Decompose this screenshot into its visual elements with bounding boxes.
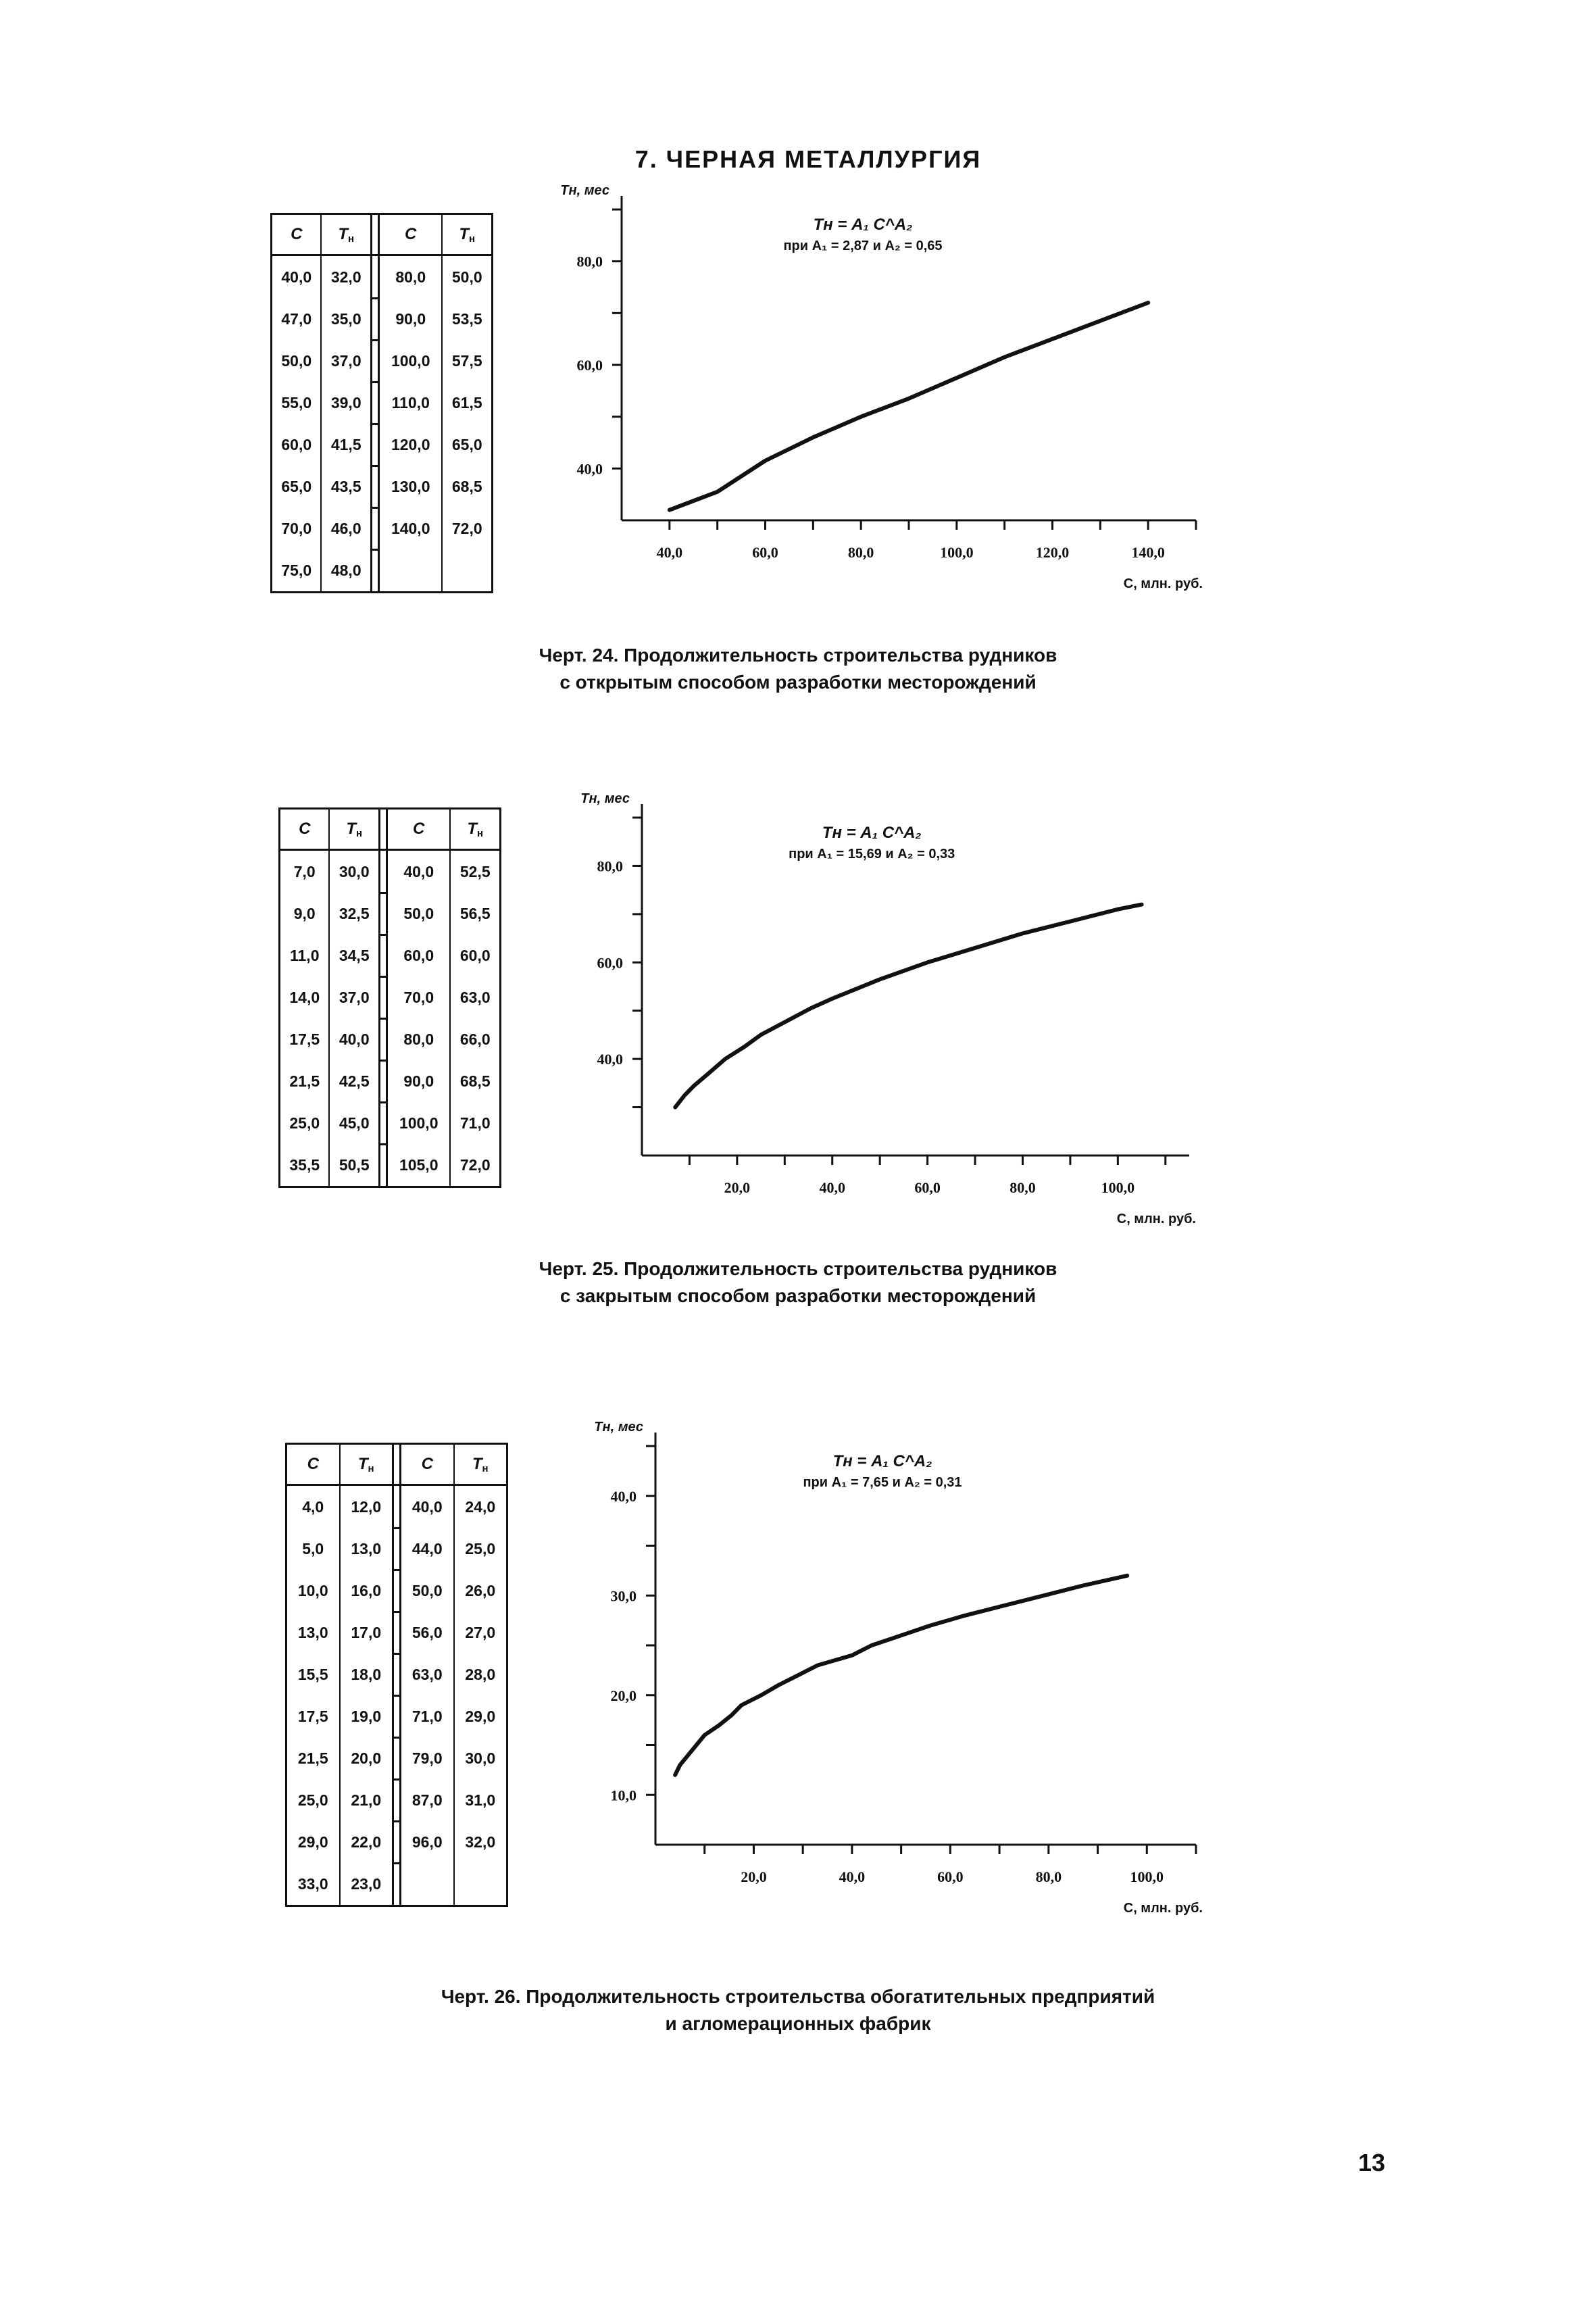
formula-params: при A₁ = 15,69 и A₂ = 0,33 [789,847,955,862]
x-tick-label: 80,0 [847,544,874,561]
header-label: T [346,819,357,838]
y-tick-label: 40,0 [576,460,603,478]
table-cell [378,549,442,593]
column-gap [379,1018,386,1060]
column-header [280,809,330,850]
table-cell: 21,0 [340,1779,393,1821]
y-tick-label: 60,0 [597,954,623,972]
table-cell: 70,0 [272,507,322,549]
header-label: C [291,225,303,243]
header-label: T [472,1454,482,1473]
table-cell: 50,0 [442,255,492,299]
table-header [280,809,501,850]
column-header [454,1444,507,1485]
table-row [272,507,493,549]
table-cell: 90,0 [386,1060,450,1102]
header-subscript: н [356,827,363,839]
column-gap [371,255,378,299]
column-header [272,214,322,255]
table-cell: 42,5 [329,1060,379,1102]
table-cell: 43,5 [321,466,371,507]
header-subscript: н [482,1462,489,1474]
header-label: T [357,1454,368,1473]
table-row [272,340,493,382]
column-gap [371,214,378,255]
x-tick-label: 60,0 [914,1179,941,1196]
column-gap [393,1528,401,1570]
table-cell: 100,0 [386,1102,450,1144]
table-body [272,255,493,593]
table-cell: 22,0 [340,1821,393,1863]
table-cell: 71,0 [450,1102,500,1144]
table-header [286,1444,507,1485]
y-axis-label: Tн, мес [560,183,609,198]
table-row [272,549,493,593]
table-row [286,1863,507,1906]
column-gap [371,298,378,340]
x-axis-label: C, млн. руб. [1116,1212,1196,1226]
header-label: C [421,1455,433,1473]
table-cell: 29,0 [286,1821,340,1863]
header-row [280,809,501,850]
table-row [286,1737,507,1779]
table-cell: 28,0 [454,1653,507,1695]
table-cell: 17,0 [340,1612,393,1653]
table-cell: 52,5 [450,850,500,893]
table-cell: 21,5 [280,1060,330,1102]
column-gap [379,935,386,976]
table-cell: 40,0 [386,850,450,893]
table-cell: 37,0 [321,340,371,382]
header-subscript: н [348,232,355,245]
column-gap [379,1060,386,1102]
column-gap [393,1653,401,1695]
column-gap [379,976,386,1018]
table-cell: 11,0 [280,935,330,976]
table-cell: 29,0 [454,1695,507,1737]
column-gap [379,1102,386,1144]
formula-params: при A₁ = 7,65 и A₂ = 0,31 [803,1475,962,1490]
x-tick-label: 40,0 [819,1179,845,1196]
table-cell: 50,0 [401,1570,454,1612]
table-cell: 90,0 [378,298,442,340]
table-row [272,255,493,299]
caption-line-1: Черт. 24. Продолжительность строительства рудников [539,645,1057,666]
table-row [280,976,501,1018]
table-row [286,1612,507,1653]
table-row [286,1485,507,1528]
table-cell: 21,5 [286,1737,340,1779]
table-cell [401,1863,454,1906]
header-label: C [299,820,311,838]
table-row [280,1144,501,1187]
header-label: C [405,225,417,243]
table-cell: 25,0 [454,1528,507,1570]
table-cell: 33,0 [286,1863,340,1906]
table-row [286,1653,507,1695]
header-label: C [413,820,425,838]
column-gap [371,424,378,466]
table-cell: 32,0 [321,255,371,299]
table-cell: 80,0 [386,1018,450,1060]
formula-params: при A₁ = 2,87 и A₂ = 0,65 [783,239,943,253]
table-cell: 34,5 [329,935,379,976]
caption-line-1: Черт. 25. Продолжительность строительства рудников [539,1258,1057,1279]
x-tick-label: 100,0 [1130,1868,1164,1885]
table-row [286,1570,507,1612]
table-cell: 140,0 [378,507,442,549]
caption-line-1: Черт. 26. Продолжительность строительства обогатительных предприятий [441,1986,1155,2007]
column-gap [371,382,378,424]
y-tick-label: 80,0 [576,253,603,270]
table-row [280,1060,501,1102]
table-cell: 30,0 [329,850,379,893]
table-cell: 23,0 [340,1863,393,1906]
table-cell: 70,0 [386,976,450,1018]
y-tick-label: 20,0 [610,1687,637,1704]
table-cell: 60,0 [272,424,322,466]
caption-line-2: и агломерационных фабрик [665,2013,931,2034]
column-gap [393,1821,401,1863]
table-cell: 57,5 [442,340,492,382]
table-cell: 72,0 [442,507,492,549]
table-cell: 71,0 [401,1695,454,1737]
table-cell: 100,0 [378,340,442,382]
table-cell: 50,5 [329,1144,379,1187]
formula: Tн = A₁ C^A₂ [813,216,913,234]
x-tick-label: 140,0 [1131,544,1165,561]
data-table-fig26 [285,1443,508,1907]
header-row [286,1444,507,1485]
x-axis-label: C, млн. руб. [1123,576,1203,591]
column-header [450,809,500,850]
caption-fig26 [0,1983,1596,2037]
table-cell: 80,0 [378,255,442,299]
table-cell: 46,0 [321,507,371,549]
x-tick-label: 100,0 [940,544,974,561]
table-cell: 50,0 [386,893,450,935]
column-header [442,214,492,255]
chart-fig24 [514,183,1230,608]
table-cell: 32,5 [329,893,379,935]
data-table-fig24 [270,213,493,593]
table-cell: 130,0 [378,466,442,507]
table-cell: 37,0 [329,976,379,1018]
table-row [280,850,501,893]
table-cell: 55,0 [272,382,322,424]
header-subscript: н [368,1462,374,1474]
y-tick-label: 80,0 [597,857,623,875]
table-cell: 45,0 [329,1102,379,1144]
column-gap [393,1570,401,1612]
caption-line-2: с открытым способом разработки месторождений [559,672,1037,693]
table-cell: 17,5 [286,1695,340,1737]
table-cell: 32,0 [454,1821,507,1863]
table-cell [442,549,492,593]
x-tick-label: 80,0 [1009,1179,1036,1196]
table-cell: 19,0 [340,1695,393,1737]
table-cell: 5,0 [286,1528,340,1570]
table-cell [454,1863,507,1906]
table-cell: 31,0 [454,1779,507,1821]
table-cell: 72,0 [450,1144,500,1187]
table-row [272,466,493,507]
column-gap [393,1612,401,1653]
table-cell: 56,5 [450,893,500,935]
chart-fig25 [527,791,1230,1230]
table-cell: 26,0 [454,1570,507,1612]
table-cell: 13,0 [286,1612,340,1653]
table-cell: 50,0 [272,340,322,382]
y-tick-label: 40,0 [597,1051,623,1068]
column-gap [371,549,378,593]
section-title: 7. ЧЕРНАЯ МЕТАЛЛУРГИЯ [634,145,982,173]
header-label: C [307,1455,319,1473]
formula: Tн = A₁ C^A₂ [832,1452,932,1470]
column-gap [393,1779,401,1821]
caption-fig24 [0,642,1596,696]
y-tick-label: 60,0 [576,357,603,374]
table-cell: 39,0 [321,382,371,424]
table-row [280,1102,501,1144]
table-cell: 75,0 [272,549,322,593]
table-cell: 10,0 [286,1570,340,1612]
x-tick-label: 120,0 [1035,544,1070,561]
table-cell: 96,0 [401,1821,454,1863]
table-cell: 63,0 [450,976,500,1018]
table-row [272,298,493,340]
table-cell: 4,0 [286,1485,340,1528]
table-cell: 44,0 [401,1528,454,1570]
table-cell: 41,5 [321,424,371,466]
x-tick-label: 20,0 [741,1868,767,1885]
table-row [286,1695,507,1737]
column-header [378,214,442,255]
table-cell: 56,0 [401,1612,454,1653]
column-gap [393,1695,401,1737]
column-gap [393,1444,401,1485]
table-cell: 27,0 [454,1612,507,1653]
data-table-fig25 [278,807,501,1188]
column-header [321,214,371,255]
column-gap [371,507,378,549]
table-cell: 65,0 [442,424,492,466]
x-tick-label: 40,0 [839,1868,866,1885]
column-gap [393,1737,401,1779]
table-cell: 25,0 [286,1779,340,1821]
table-cell: 25,0 [280,1102,330,1144]
table-row [286,1821,507,1863]
column-gap [379,850,386,893]
series-line [670,303,1148,510]
header-label: T [338,224,349,243]
table-row [280,935,501,976]
x-axis-label: C, млн. руб. [1123,1901,1203,1916]
y-tick-label: 40,0 [610,1487,637,1505]
page-number: 13 [1358,2149,1386,2176]
caption-line-2: с закрытым способом разработки месторождений [559,1285,1037,1306]
table-cell: 35,5 [280,1144,330,1187]
table-cell: 68,5 [442,466,492,507]
table-cell: 79,0 [401,1737,454,1779]
table-cell: 40,0 [272,255,322,299]
caption-fig25 [0,1255,1596,1310]
table-row [280,1018,501,1060]
table-cell: 40,0 [329,1018,379,1060]
y-axis-label: Tн, мес [580,791,630,806]
header-row [272,214,493,255]
header-label: T [467,819,478,838]
table-cell: 66,0 [450,1018,500,1060]
table-cell: 17,5 [280,1018,330,1060]
column-header [340,1444,393,1485]
column-header [386,809,450,850]
x-tick-label: 100,0 [1101,1179,1135,1196]
table-cell: 61,5 [442,382,492,424]
column-gap [371,466,378,507]
table-cell: 16,0 [340,1570,393,1612]
table-cell: 14,0 [280,976,330,1018]
series-line [675,905,1141,1107]
y-axis-label: Tн, мес [594,1420,643,1435]
table-row [272,382,493,424]
table-cell: 12,0 [340,1485,393,1528]
table-row [280,893,501,935]
table-cell: 15,5 [286,1653,340,1695]
table-cell: 40,0 [401,1485,454,1528]
table-cell: 53,5 [442,298,492,340]
formula: Tн = A₁ C^A₂ [822,824,922,842]
table-cell: 9,0 [280,893,330,935]
table-cell: 68,5 [450,1060,500,1102]
table-cell: 87,0 [401,1779,454,1821]
table-row [272,424,493,466]
table-cell: 65,0 [272,466,322,507]
table-row [286,1528,507,1570]
table-cell: 13,0 [340,1528,393,1570]
column-gap [393,1863,401,1906]
x-tick-label: 60,0 [937,1868,964,1885]
table-cell: 110,0 [378,382,442,424]
table-cell: 30,0 [454,1737,507,1779]
table-cell: 60,0 [450,935,500,976]
header-subscript: н [469,232,476,245]
x-tick-label: 20,0 [724,1179,751,1196]
table-cell: 48,0 [321,549,371,593]
table-header [272,214,493,255]
column-header [401,1444,454,1485]
x-tick-label: 80,0 [1035,1868,1062,1885]
table-cell: 60,0 [386,935,450,976]
header-subscript: н [477,827,484,839]
series-line [675,1576,1127,1775]
table-row [286,1779,507,1821]
table-cell: 105,0 [386,1144,450,1187]
table-cell: 18,0 [340,1653,393,1695]
table-cell: 120,0 [378,424,442,466]
table-cell: 63,0 [401,1653,454,1695]
table-cell: 47,0 [272,298,322,340]
column-gap [379,893,386,935]
y-tick-label: 30,0 [610,1587,637,1605]
column-header [329,809,379,850]
table-body [280,850,501,1187]
column-gap [379,1144,386,1187]
column-gap [371,340,378,382]
table-cell: 7,0 [280,850,330,893]
y-tick-label: 10,0 [610,1787,637,1804]
column-gap [393,1485,401,1528]
x-tick-label: 40,0 [656,544,683,561]
x-tick-label: 60,0 [752,544,778,561]
chart-fig26 [534,1420,1210,1916]
table-cell: 35,0 [321,298,371,340]
table-cell: 20,0 [340,1737,393,1779]
table-body [286,1485,507,1906]
column-gap [379,809,386,850]
table-cell: 24,0 [454,1485,507,1528]
column-header [286,1444,340,1485]
header-label: T [459,224,470,243]
